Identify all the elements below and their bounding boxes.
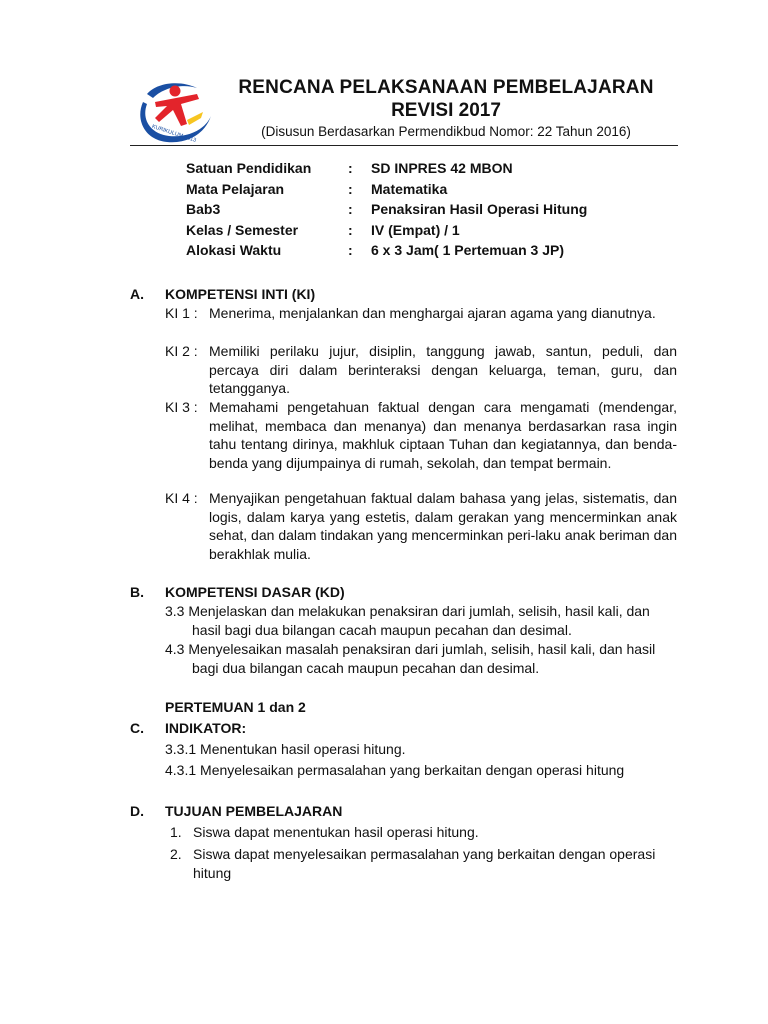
ki-item bbox=[165, 342, 677, 398]
identity-label: Kelas / Semester bbox=[186, 221, 299, 238]
identity-colon: : bbox=[348, 180, 353, 197]
indicator-item: 3.3.1 Menentukan hasil operasi hitung. bbox=[165, 741, 406, 757]
document-subtitle: (Disusun Berdasarkan Permendikbud Nomor: 22 Tahun 2016) bbox=[261, 124, 631, 139]
section-b-letter: B. bbox=[130, 584, 144, 600]
identity-value: 6 x 3 Jam( 1 Pertemuan 3 JP) bbox=[371, 242, 564, 258]
objective-item bbox=[170, 845, 680, 882]
identity-table bbox=[186, 160, 686, 263]
identity-colon: : bbox=[348, 201, 353, 217]
ki-text: Menerima, menjalankan dan menghargai ajaran agama yang dianutnya. bbox=[209, 305, 656, 321]
identity-label: Satuan Pendidikan bbox=[186, 160, 312, 176]
indicator-item: 4.3.1 Menyelesaikan permasalahan yang berkaitan dengan operasi hitung bbox=[165, 762, 625, 778]
document-title-line2: REVISI 2017 bbox=[391, 100, 501, 121]
identity-row bbox=[186, 242, 686, 263]
objective-item bbox=[170, 823, 680, 842]
identity-row bbox=[186, 160, 686, 181]
ki-text: Menyajikan pengetahuan faktual dalam bahasa yang jelas, sistematis, dan logis, dalam karya yang estetis, dalam gerakan yang mencerminkan anak sehat, dan dalam tindakan yang mencerminkan peri-laku anak beriman dan berakhlak mulia. bbox=[209, 490, 677, 563]
identity-colon: : bbox=[348, 160, 353, 176]
objective-number: 2. bbox=[170, 846, 182, 862]
logo-text-layer bbox=[125, 72, 225, 152]
ki-text: Memiliki perilaku jujur, disiplin, tanggung jawab, santun, peduli, dan percaya diri dalam berinteraksi dengan keluarga, teman, guru, dan tetangganya. bbox=[209, 343, 677, 397]
kd-item bbox=[165, 640, 677, 677]
identity-value: IV (Empat) / 1 bbox=[371, 221, 460, 238]
identity-colon: : bbox=[348, 221, 353, 238]
identity-value: Matematika bbox=[371, 180, 448, 197]
ki-item bbox=[165, 304, 677, 323]
identity-colon: : bbox=[348, 242, 353, 258]
section-d-letter: D. bbox=[130, 803, 144, 819]
section-c-title: INDIKATOR: bbox=[165, 720, 247, 736]
ki-label: KI 3 : bbox=[165, 399, 198, 415]
kd-item bbox=[165, 602, 677, 639]
section-d-title: TUJUAN PEMBELAJARAN bbox=[165, 803, 343, 819]
identity-row bbox=[186, 181, 686, 202]
document-title-line1: RENCANA PELAKSANAAN PEMBELAJARAN bbox=[238, 77, 654, 98]
kurikulum-logo bbox=[125, 72, 225, 152]
section-b-title: KOMPETENSI DASAR (KD) bbox=[165, 584, 345, 600]
ki-label: KI 4 : bbox=[165, 490, 198, 506]
objective-text: Siswa dapat menyelesaikan permasalahan yang berkaitan dengan operasi hitung bbox=[193, 846, 656, 881]
identity-label: Alokasi Waktu bbox=[186, 242, 282, 258]
identity-row bbox=[186, 201, 686, 222]
section-a-title: KOMPETENSI INTI (KI) bbox=[165, 286, 316, 302]
identity-label: Bab3 bbox=[186, 201, 221, 217]
ki-item bbox=[165, 398, 677, 473]
section-c-letter: C. bbox=[130, 720, 144, 736]
identity-row bbox=[186, 222, 686, 243]
identity-value: Penaksiran Hasil Operasi Hitung bbox=[371, 201, 588, 217]
meeting-heading: PERTEMUAN 1 dan 2 bbox=[165, 699, 306, 715]
section-a-letter: A. bbox=[130, 286, 144, 302]
logo-caption: KURIKULUM 2013 bbox=[151, 123, 197, 144]
ki-item bbox=[165, 489, 677, 564]
header-divider bbox=[130, 145, 678, 146]
objective-text: Siswa dapat menentukan hasil operasi hitung. bbox=[193, 824, 479, 840]
ki-label: KI 1 : bbox=[165, 305, 198, 321]
ki-label: KI 2 : bbox=[165, 343, 198, 359]
kd-text: 4.3 Menyelesaikan masalah penaksiran dari jumlah, selisih, hasil kali, dan hasil bagi dua bilangan cacah maupun pecahan dan desimal. bbox=[165, 641, 656, 676]
objective-number: 1. bbox=[170, 824, 182, 840]
kd-text: 3.3 Menjelaskan dan melakukan penaksiran dari jumlah, selisih, hasil kali, dan hasil bagi dua bilangan cacah maupun pecahan dan desimal. bbox=[165, 603, 650, 638]
identity-label: Mata Pelajaran bbox=[186, 180, 285, 197]
identity-value: SD INPRES 42 MBON bbox=[371, 160, 513, 176]
ki-text: Memahami pengetahuan faktual dengan cara mengamati (mendengar, melihat, membaca dan menanya) dan menanya berdasarkan rasa ingin tahu tentang dirinya, makhluk ciptaan Tuhan dan kegiatannya, dan benda-benda yang dijumpainya di rumah, sekolah, dan tempat bermain. bbox=[209, 399, 677, 472]
